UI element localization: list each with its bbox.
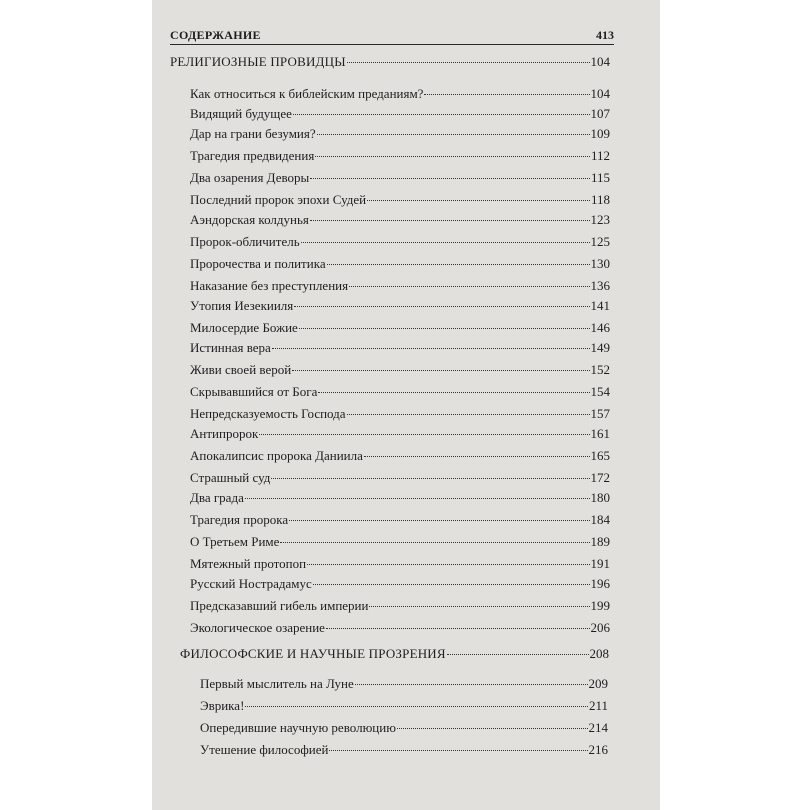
page-ref: 152 (590, 362, 610, 377)
dot-leader (424, 94, 589, 95)
dot-leader (347, 414, 590, 415)
dot-leader (364, 456, 590, 457)
toc-entry (190, 384, 610, 400)
running-header (170, 28, 614, 45)
dot-leader (347, 62, 590, 63)
dot-leader (315, 156, 590, 157)
page-ref: 191 (590, 556, 610, 571)
entry-title: Мятежный протопоп (190, 556, 307, 571)
toc-entry (190, 534, 610, 550)
dot-leader (355, 684, 588, 685)
page-ref: 118 (590, 192, 610, 207)
toc-entry (190, 490, 610, 506)
entry-title: Эврика! (200, 698, 245, 713)
dot-leader (313, 584, 590, 585)
dot-leader (272, 348, 590, 349)
toc-entry (200, 676, 608, 692)
section-title: РЕЛИГИОЗНЫЕ ПРОВИДЦЫ (170, 54, 346, 69)
page-ref: 216 (588, 742, 608, 757)
toc-entry (190, 256, 610, 272)
page-ref: 146 (590, 320, 610, 335)
toc-entry (190, 298, 610, 314)
toc-entry (190, 170, 610, 186)
section-heading (180, 646, 609, 662)
entry-title: Трагедия предвидения (190, 148, 315, 163)
dot-leader (397, 728, 588, 729)
toc-entry (190, 556, 610, 572)
entry-title: Пророчества и политика (190, 256, 326, 271)
entry-title: Аэндорская колдунья (190, 212, 309, 227)
page-ref: 115 (590, 170, 610, 185)
page-ref: 214 (588, 720, 608, 735)
entry-title: Предсказавший гибель империи (190, 598, 369, 613)
dot-leader (289, 520, 589, 521)
dot-leader (327, 264, 590, 265)
page-ref: 104 (590, 54, 610, 69)
entry-title: Живи своей верой (190, 362, 292, 377)
toc-entry (190, 320, 610, 336)
entry-title: Два озарения Деворы (190, 170, 310, 185)
entry-title: Антипророк (190, 426, 259, 441)
dot-leader (245, 706, 588, 707)
toc-entry (190, 340, 610, 356)
toc-entry (200, 720, 608, 736)
page-ref: 161 (590, 426, 610, 441)
dot-leader (329, 750, 587, 751)
toc-entry (190, 148, 610, 164)
toc-entry (200, 742, 608, 758)
page-ref: 206 (590, 620, 610, 635)
toc-entry (190, 470, 610, 486)
entry-title: Трагедия пророка (190, 512, 289, 527)
toc-entry (190, 620, 610, 636)
toc-entry (190, 278, 610, 294)
toc-entry (190, 362, 610, 378)
entry-title: Скрывавшийся от Бога (190, 384, 318, 399)
entry-title: Экологическое озарение (190, 620, 325, 635)
section-title: ФИЛОСОФСКИЕ И НАУЧНЫЕ ПРОЗРЕНИЯ (180, 646, 446, 661)
entry-title: Как относиться к библейским преданиям? (190, 86, 424, 101)
dot-leader (271, 478, 589, 479)
entry-title: Истинная вера (190, 340, 271, 355)
page-ref: 184 (590, 512, 610, 527)
toc-entry (190, 86, 610, 102)
dot-leader (292, 370, 589, 371)
entry-title: Пророк-обличитель (190, 234, 300, 249)
entry-title: Последний пророк эпохи Судей (190, 192, 367, 207)
entry-title: Опередившие научную революцию (200, 720, 396, 735)
toc-entry (190, 106, 610, 122)
toc-entry (190, 598, 610, 614)
page-ref: 208 (589, 646, 609, 661)
page-ref: 141 (590, 298, 610, 313)
entry-title: Дар на грани безумия? (190, 126, 316, 141)
dot-leader (293, 114, 590, 115)
page-ref: 112 (590, 148, 610, 163)
page-ref: 172 (590, 470, 610, 485)
dot-leader (369, 606, 589, 607)
entry-title: Непредсказуемость Господа (190, 406, 346, 421)
entry-title: Наказание без преступления (190, 278, 349, 293)
dot-leader (367, 200, 590, 201)
page-ref: 130 (590, 256, 610, 271)
entry-title: Видящий будущее (190, 106, 292, 121)
dot-leader (280, 542, 589, 543)
book-page (152, 0, 660, 810)
dot-leader (326, 628, 590, 629)
page-ref: 157 (590, 406, 610, 421)
dot-leader (349, 286, 589, 287)
entry-title: Апокалипсис пророка Даниила (190, 448, 363, 463)
toc-entry (190, 448, 610, 464)
dot-leader (294, 306, 589, 307)
header-page-number: 413 (596, 28, 614, 42)
toc-entry (190, 426, 610, 442)
entry-title: Утопия Иезекииля (190, 298, 294, 313)
dot-leader (310, 220, 590, 221)
page-ref: 180 (590, 490, 610, 505)
page-ref: 109 (590, 126, 610, 141)
entry-title: Два града (190, 490, 244, 505)
page-ref: 199 (590, 598, 610, 613)
entry-title: О Третьем Риме (190, 534, 280, 549)
toc-entry (190, 576, 610, 592)
page-ref: 125 (590, 234, 610, 249)
dot-leader (299, 328, 590, 329)
page-ref: 104 (590, 86, 610, 101)
entry-title: Первый мыслитель на Луне (200, 676, 354, 691)
header-title: СОДЕРЖАНИЕ (170, 28, 261, 42)
page-ref: 189 (590, 534, 610, 549)
toc-entry (190, 212, 610, 228)
page-ref: 136 (590, 278, 610, 293)
page-ref: 209 (588, 676, 608, 691)
entry-title: Русский Нострадамус (190, 576, 312, 591)
dot-leader (318, 392, 589, 393)
toc-entry (190, 512, 610, 528)
page-ref: 196 (590, 576, 610, 591)
toc-entry (190, 126, 610, 142)
toc-entry (200, 698, 608, 714)
page-ref: 149 (590, 340, 610, 355)
entry-title: Страшный суд (190, 470, 271, 485)
toc-entry (190, 406, 610, 422)
dot-leader (301, 242, 590, 243)
page-ref: 154 (590, 384, 610, 399)
toc-entry (190, 192, 610, 208)
page-ref: 123 (590, 212, 610, 227)
page-ref: 165 (590, 448, 610, 463)
page-ref: 211 (588, 698, 608, 713)
dot-leader (310, 178, 590, 179)
toc-entry (190, 234, 610, 250)
dot-leader (259, 434, 589, 435)
dot-leader (317, 134, 590, 135)
dot-leader (307, 564, 589, 565)
section-heading (170, 54, 610, 70)
dot-leader (447, 654, 589, 655)
page-ref: 107 (590, 106, 610, 121)
dot-leader (245, 498, 590, 499)
entry-title: Милосердие Божие (190, 320, 298, 335)
entry-title: Утешение философией (200, 742, 329, 757)
